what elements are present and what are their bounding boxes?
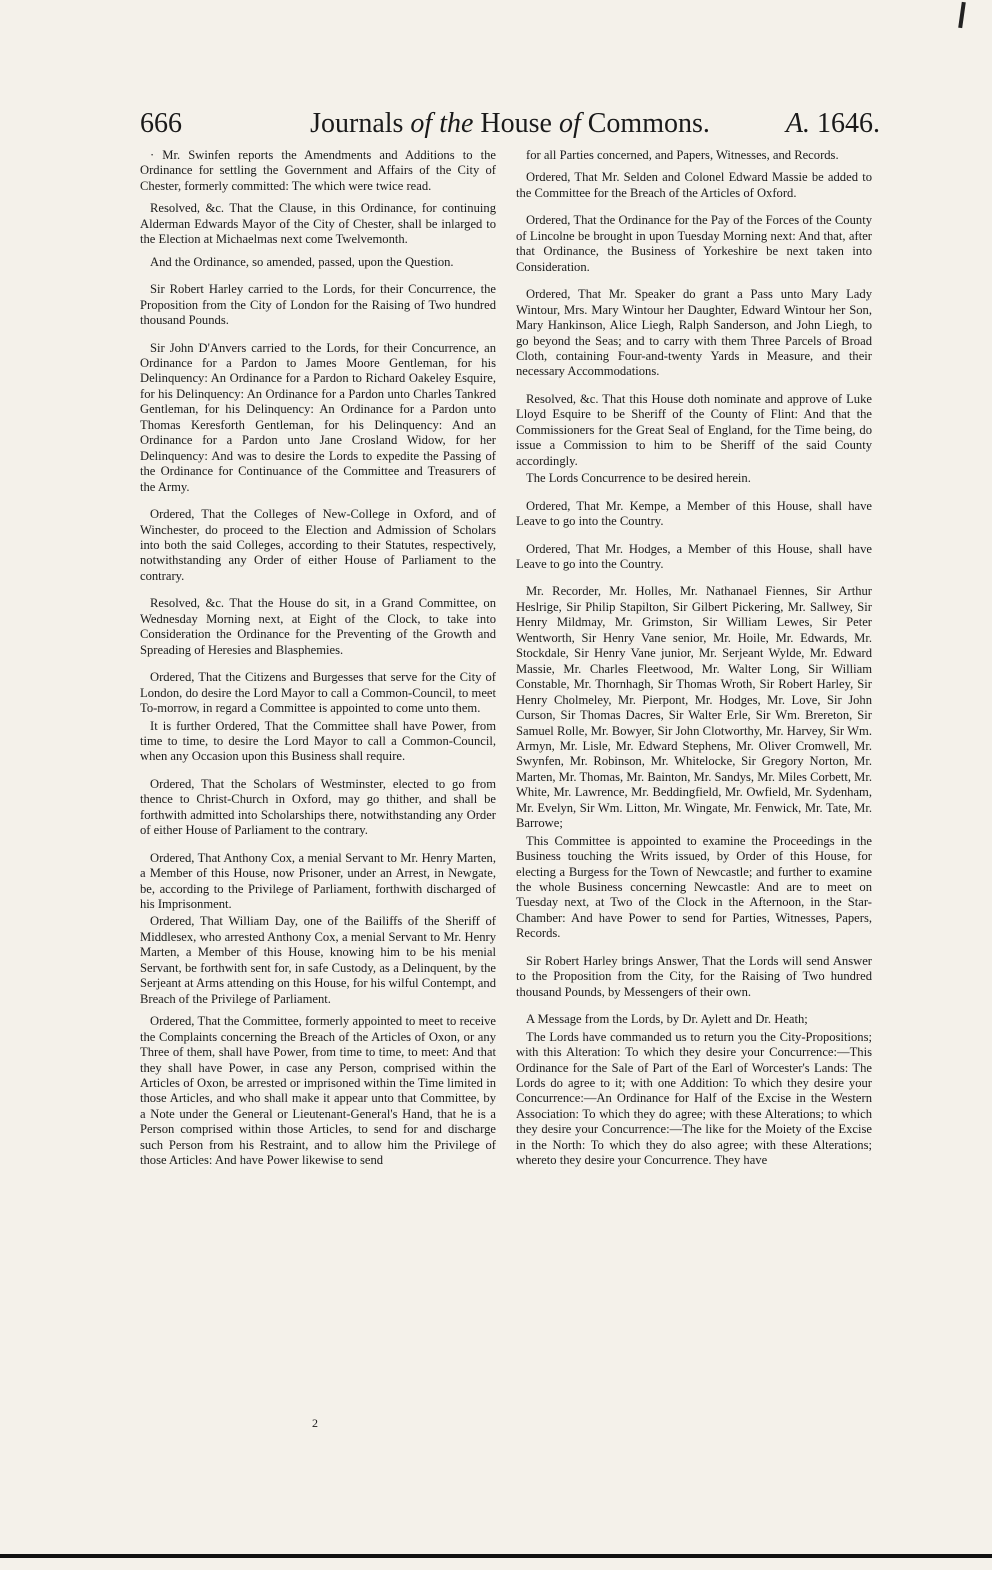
- paragraph: Resolved, &c. That this House doth nominate and approve of Luke Lloyd Esquire to be Sheriff of the County of Flint: And that the Commissioners for the Great Seal of England, for the Time being, do issue a Commission to him to be Sheriff of the said County accordingly.: [516, 391, 872, 468]
- paragraph: Ordered, That the Ordinance for the Pay of the Forces of the County of Lincolne be brought in upon Tuesday Morning next: And that, after that Ordinance, the Business of Yorkeshire be next taken into Consideration.: [516, 213, 872, 274]
- paragraph: Ordered, That the Colleges of New-College in Oxford, and of Winchester, do proceed to the Election and Admission of Scholars into both the said Colleges, according to their Statutes, respectively, notwithstanding any Order of either House of Parliament to the contrary.: [140, 507, 496, 583]
- bottom-rule: [0, 1554, 992, 1558]
- paragraph: Sir Robert Harley carried to the Lords, for their Concurrence, the Proposition from the City of London for the Raising of Two hundred thousand Pounds.: [140, 282, 496, 328]
- page-header: [140, 108, 880, 148]
- right-column: [516, 148, 872, 1176]
- page-corner-mark: [958, 2, 966, 28]
- paragraph: Sir John D'Anvers carried to the Lords, for their Concurrence, an Ordinance for a Pardon to James Moore Gentleman, for his Delinquency: An Ordinance for a Pardon to Richard Oakeley Esquire, for his Delinquency: An Ordinance for a Pardon unto Charles Tankred Gentleman, for his Delinquency: An Ordinance for a Pardon unto Thomas Keresforth Gentleman, for his Delinquency: And an Ordinance for a Pardon unto Jane Crosland Widow, for her Delinquency: And was to desire the Lords to expedite the Passing of the Ordinance for Continuance of the Committee and Treasurers of the Army.: [140, 340, 496, 494]
- paragraph: Sir Robert Harley brings Answer, That the Lords will send Answer to the Proposition from the City, for the Raising of Two hundred thousand Pounds, by Messengers of their own.: [516, 953, 872, 999]
- page-number: 666: [140, 108, 182, 139]
- signature-mark: 2: [312, 1416, 318, 1430]
- paragraph: Ordered, That Mr. Hodges, a Member of this House, shall have Leave to go into the Country.: [516, 541, 872, 571]
- left-column: [140, 148, 496, 1176]
- paragraph: Resolved, &c. That the Clause, in this Ordinance, for continuing Alderman Edwards Mayor of the City of Chester, shall be inlarged to the Election at Michaelmas next come Twelvemonth.: [140, 201, 496, 247]
- paragraph: · Mr. Swinfen reports the Amendments and Additions to the Ordinance for settling the Government and Affairs of the City of Chester, formerly committed: The which were twice read.: [140, 148, 496, 193]
- paragraph: Ordered, That Mr. Selden and Colonel Edward Massie be added to the Committee for the Breach of the Articles of Oxford.: [516, 170, 872, 200]
- paragraph: This Committee is appointed to examine the Proceedings in the Business touching the Writs issued, by Order of this House, for electing a Burgess for the Town of Newcastle; and further to examine the whole Business concerning Newcastle: And are to meet on Tuesday next, at Two of the Clock in the Afternoon, in the Star-Chamber: And have Power to send for Parties, Witnesses, Papers, Records.: [516, 833, 872, 941]
- paragraph: Ordered, That the Citizens and Burgesses that serve for the City of London, do desire the Lord Mayor to call a Common-Council, to meet To-morrow, in regard a Committee is appointed to come unto them.: [140, 670, 496, 716]
- paragraph: Ordered, That Anthony Cox, a menial Servant to Mr. Henry Marten, a Member of this House, now Prisoner, under an Arrest, in Newgate, be, according to the Privilege of Parliament, forthwith discharged of his Imprisonment.: [140, 850, 496, 912]
- paragraph: Ordered, That the Committee, formerly appointed to meet to receive the Complaints concerning the Breach of the Articles of Oxon, or any Three of them, shall have Power, from time to time, to meet: And that they shall have Power, in case any Person, comprised within the Articles of Oxon, be arrested or imprisoned within the Time limited in those Articles, and who shall make it appear unto that Committee, by a Note under the General or Lieutenant-General's Hand, that he is a Person comprised within those Articles, to send for and discharge such Person from his Restraint, and to allow him the Privilege of those Articles: And have Power likewise to send: [140, 1014, 496, 1168]
- running-title: Journals of the House of Commons.: [310, 108, 710, 139]
- paragraph: The Lords have commanded us to return you the City-Propositions; with this Alteration: To which they desire your Concurrence:—This Ordinance for the Sale of Part of the Earl of Worcester's Lands: The Lords do agree to it; with one Addition: To which they desire your Concurrence:—An Ordinance for Half of the Excise in the Western Association: To which they do agree; with these Alterations; to which they desire your Concurrence:—The like for the Moiety of the Excise in the North: To which they do also agree; with these Alterations; whereto they desire your Concurrence. They have: [516, 1029, 872, 1168]
- committee-list: Mr. Recorder, Mr. Holles, Mr. Nathanael Fiennes, Sir Arthur Heslrige, Sir Philip Stapilton, Sir Gilbert Pickering, Mr. Sallwey, Sir Henry Mildmay, Mr. Grimston, Sir William Lewes, Sir Peter Wentworth, Sir Henry Vane senior, Mr. Hoile, Mr. Edwards, Mr. Stockdale, Sir Henry Vane junior, Mr. Serjeant Wylde, Mr. Edward Massie, Mr. Charles Fleetwood, Mr. Walter Long, Sir William Constable, Mr. Thornhagh, Sir Thomas Wroth, Sir Robert Harley, Sir Henry Cholmeley, Mr. Pierpont, Mr. Hodges, Mr. Love, Sir John Curson, Sir Thomas Dacres, Sir Walter Erle, Sir Wm. Brereton, Sir Samuel Rolle, Mr. Bowyer, Sir John Clotworthy, Mr. Harvey, Sir Wm. Armyn, Mr. Lisle, Mr. Edward Stephens, Mr. Oliver Cromwell, Mr. Swynfen, Mr. Robinson, Mr. Whitelocke, Sir Gregory Norton, Mr. Marten, Mr. Thomas, Mr. Bainton, Mr. Sandys, Mr. Miles Corbett, Mr. White, Mr. Lawrence, Mr. Beddingfield, Mr. Owfield, Mr. Sydenham, Mr. Evelyn, Sir Wm. Litton, Mr. Wingate, Mr. Fenwick, Mr. Tate, Mr. Barrowe;: [516, 584, 872, 831]
- paragraph: Ordered, That the Scholars of Westminster, elected to go from thence to Christ-Church in Oxford, may go thither, and shall be forthwith admitted into Scholarships there, notwithstanding any Order of either House of Parliament to the contrary.: [140, 776, 496, 838]
- paragraph: The Lords Concurrence to be desired herein.: [526, 471, 751, 486]
- paragraph: Ordered, That Mr. Kempe, a Member of this House, shall have Leave to go into the Country.: [516, 498, 872, 529]
- paragraph: And the Ordinance, so amended, passed, upon the Question.: [150, 254, 454, 269]
- paragraph: Ordered, That Mr. Speaker do grant a Pass unto Mary Lady Wintour, Mrs. Mary Wintour her Daughter, Edward Wintour her Son, Mary Hankinson, Alice Liegh, Ralph Sanderson, and John Liegh, to go beyond the Seas; and to carry with them Three Parcels of Broad Cloth, containing Four-and-twenty Yards in Measure, and their necessary Accommodations.: [516, 287, 872, 379]
- paragraph: for all Parties concerned, and Papers, Witnesses, and Records.: [526, 148, 839, 162]
- paragraph: It is further Ordered, That the Committee shall have Power, from time to time, to desire the Lord Mayor to call a Common-Council, when any Occasion upon this Business shall require.: [140, 718, 496, 764]
- year-heading: A. 1646.: [785, 108, 880, 139]
- paragraph: Ordered, That William Day, one of the Bailiffs of the Sheriff of Middlesex, who arrested Anthony Cox, a menial Servant to Mr. Henry Marten, a Member of this House, knowing him to be his menial Servant, be forthwith sent for, in safe Custody, as a Delinquent, by the Serjeant at Arms attending on this House, for his wilful Contempt, and Breach of the Privilege of Parliament.: [140, 914, 496, 1006]
- paragraph: Resolved, &c. That the House do sit, in a Grand Committee, on Wednesday Morning next, at Eight of the Clock, to take into Consideration the Ordinance for the Preventing of the Growth and Spreading of Heresies and Blasphemies.: [140, 596, 496, 657]
- paragraph: A Message from the Lords, by Dr. Aylett and Dr. Heath;: [526, 1012, 808, 1027]
